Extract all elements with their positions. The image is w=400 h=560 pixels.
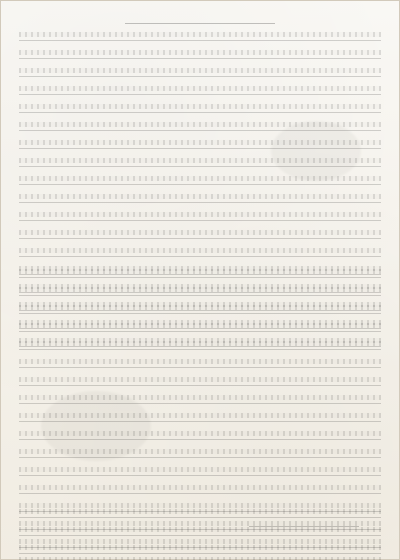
header-line	[125, 11, 275, 24]
text-line	[19, 320, 381, 332]
text-line	[19, 446, 381, 458]
text-line	[19, 119, 381, 131]
text-line	[19, 302, 381, 314]
text-line	[19, 101, 381, 113]
text-line	[19, 266, 381, 278]
text-line	[19, 191, 381, 203]
text-line	[19, 506, 381, 518]
text-line	[19, 155, 381, 167]
text-line	[19, 464, 381, 476]
text-line	[19, 356, 381, 368]
text-line	[19, 137, 381, 149]
text-line	[19, 29, 381, 41]
text-line	[19, 284, 381, 296]
text-line	[19, 245, 381, 257]
text-line	[19, 392, 381, 404]
margin-note	[249, 526, 359, 547]
text-line	[19, 338, 381, 350]
text-line	[19, 65, 381, 77]
text-line	[19, 482, 381, 494]
text-line	[19, 410, 381, 422]
text-line	[19, 227, 381, 239]
text-line	[19, 209, 381, 221]
text-line	[19, 428, 381, 440]
text-line	[19, 173, 381, 185]
text-line	[19, 374, 381, 386]
text-line	[19, 47, 381, 59]
text-line	[19, 83, 381, 95]
